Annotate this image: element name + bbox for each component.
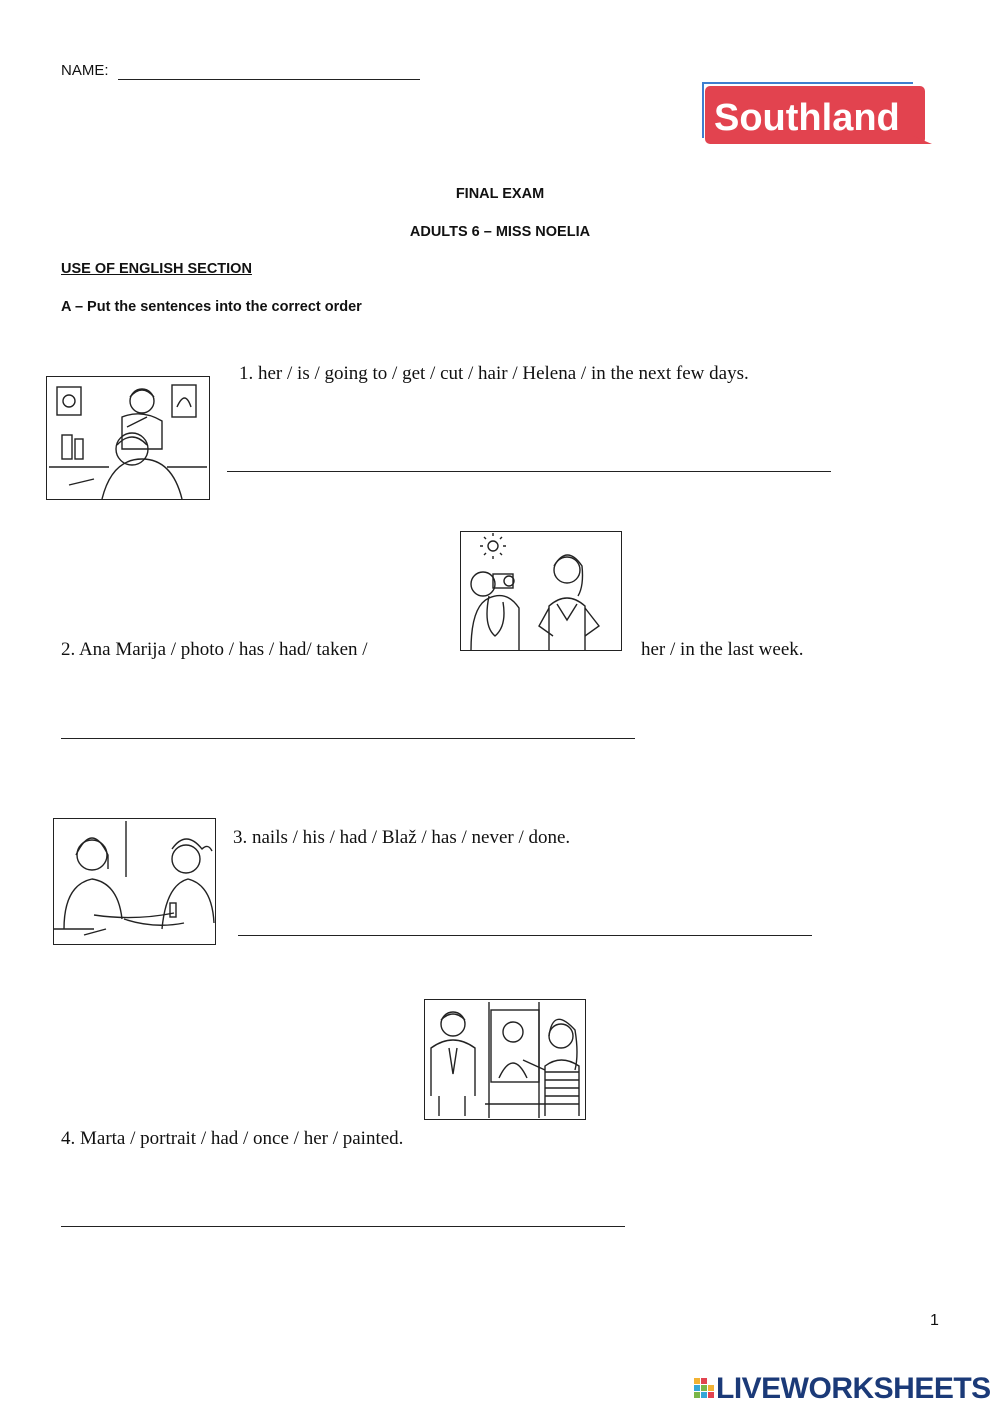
instruction-text: A – Put the sentences into the correct order (61, 299, 362, 315)
question-4-text: 4. Marta / portrait / had / once / her / painted. (61, 1128, 404, 1149)
question-1-text: 1. her / is / going to / get / cut / hair / Helena / in the next few days. (239, 363, 749, 384)
name-label: NAME: (61, 62, 109, 79)
southland-logo (699, 80, 933, 148)
question-2-text-before: 2. Ana Marija / photo / has / had/ taken / (61, 639, 368, 660)
page-number: 1 (930, 1312, 939, 1329)
liveworksheets-logo-icon (694, 1378, 714, 1402)
logo-text: Southland (714, 97, 900, 139)
haircut-illustration-icon (46, 376, 210, 500)
exam-title: FINAL EXAM (455, 186, 545, 202)
name-field[interactable] (118, 55, 424, 83)
answer-2-field[interactable] (61, 712, 639, 740)
section-heading: USE OF ENGLISH SECTION (61, 261, 252, 277)
portrait-illustration-icon (424, 999, 586, 1120)
manicure-illustration-icon (53, 818, 216, 945)
answer-1-field[interactable] (227, 445, 835, 473)
answer-3-field[interactable] (238, 909, 816, 937)
class-title: ADULTS 6 – MISS NOELIA (409, 224, 591, 240)
answer-4-field[interactable] (61, 1200, 629, 1228)
liveworksheets-brand: LIVEWORKSHEETS (716, 1372, 991, 1405)
photo-illustration-icon (460, 531, 622, 651)
question-2-text-after: her / in the last week. (641, 639, 804, 660)
question-3-text: 3. nails / his / had / Blaž / has / never / done. (233, 827, 571, 848)
